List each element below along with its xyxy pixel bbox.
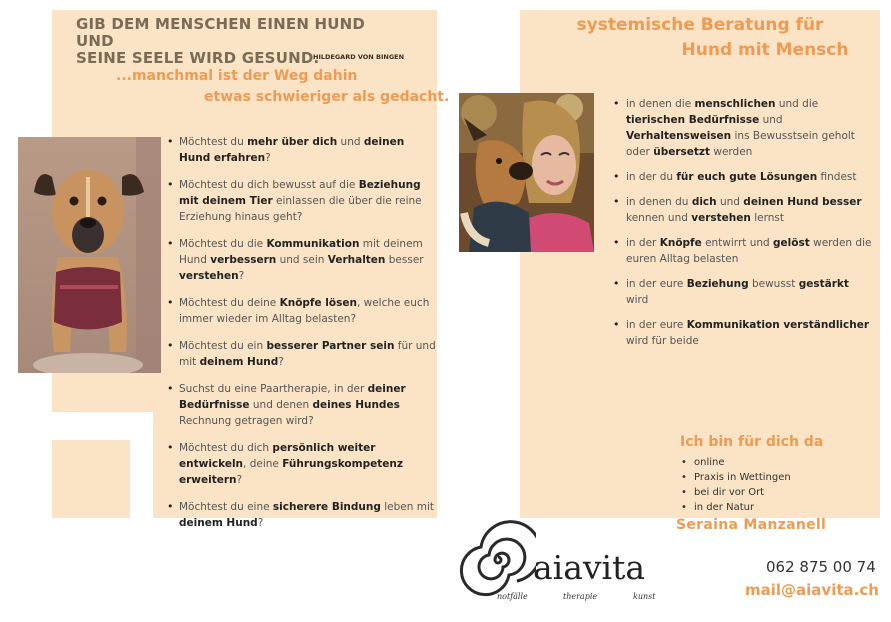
benefit-list [610, 96, 872, 358]
phone-number[interactable]: 062 875 00 74 [766, 558, 876, 576]
quote-author: HILDEGARD VON BINGEN [313, 53, 405, 61]
tagline-line-1: ...manchmal ist der Weg dahin [116, 68, 358, 84]
woman-with-dog-photo [459, 93, 594, 252]
headline-line-1: GIB DEM MENSCHEN EINEN HUND UND [76, 15, 366, 50]
email-link[interactable]: mail@aiavita.ch [745, 581, 879, 599]
benefit-item: • in der Knöpfe entwirrt und gelöst werden die euren Alltag belasten [610, 235, 872, 267]
offer-item: • bei dir vor Ort [680, 485, 791, 500]
question-item: • Möchtest du ein besserer Partner sein für und mit deinem Hund? [163, 338, 437, 370]
tagline-line-2: etwas schwieriger als gedacht. [204, 89, 450, 105]
right-title-line-1: systemische Beratung für [576, 15, 824, 35]
offer-list [680, 455, 791, 515]
question-item: • Möchtest du mehr über dich und deinen Hund erfahren? [163, 134, 437, 166]
offer-item: • Praxis in Wettingen [680, 470, 791, 485]
question-list [163, 134, 437, 542]
question-item: • Suchst du eine Paartherapie, in der deiner Bedürfnisse und denen deines Hundes Rechnung getragen wird? [163, 381, 437, 429]
question-item: • Möchtest du dich persönlich weiter entwickeln, deine Führungskompetenz erweitern? [163, 440, 437, 488]
question-item: • Möchtest du dich bewusst auf die Beziehung mit deinem Tier einlassen die über die reine Erziehung hinaus geht? [163, 177, 437, 225]
right-title-line-2: Hund mit Mensch [681, 40, 849, 60]
logo-wordmark: aiavita [533, 548, 646, 587]
contact-name: Seraina Manzanell [676, 517, 827, 533]
offer-heading: Ich bin für dich da [680, 434, 824, 450]
offer-item: • online [680, 455, 791, 470]
benefit-item: • in der du für euch gute Lösungen findest [610, 169, 872, 185]
logo-sub-therapie: therapie [563, 592, 598, 601]
benefit-item: • in der eure Kommunikation verständlicher wird für beide [610, 317, 872, 349]
logo-sub-notfaelle: notfälle [497, 592, 528, 601]
logo-sub-kunst: kunst [633, 592, 656, 601]
question-item: • Möchtest du die Kommunikation mit deinem Hund verbessern und sein Verhalten besser verstehen? [163, 236, 437, 284]
dog-photo [18, 137, 161, 373]
offer-item: • in der Natur [680, 500, 791, 515]
benefit-item: • in denen du dich und deinen Hund besser kennen und verstehen lernst [610, 194, 872, 226]
question-item: • Möchtest du deine Knöpfe lösen, welche euch immer wieder im Alltag belasten? [163, 295, 437, 327]
headline-line-2: SEINE SEELE WIRD GESUND. [76, 49, 320, 67]
spiral-logo-icon [458, 520, 536, 600]
benefit-item: • in denen die menschlichen und die tierischen Bedürfnisse und Verhaltensweisen ins Bewusstsein geholt oder übersetzt werden [610, 96, 872, 160]
left-small-block [52, 440, 130, 518]
benefit-item: • in der eure Beziehung bewusst gestärkt wird [610, 276, 872, 308]
question-item: • Möchtest du eine sicherere Bindung leben mit deinem Hund? [163, 499, 437, 531]
